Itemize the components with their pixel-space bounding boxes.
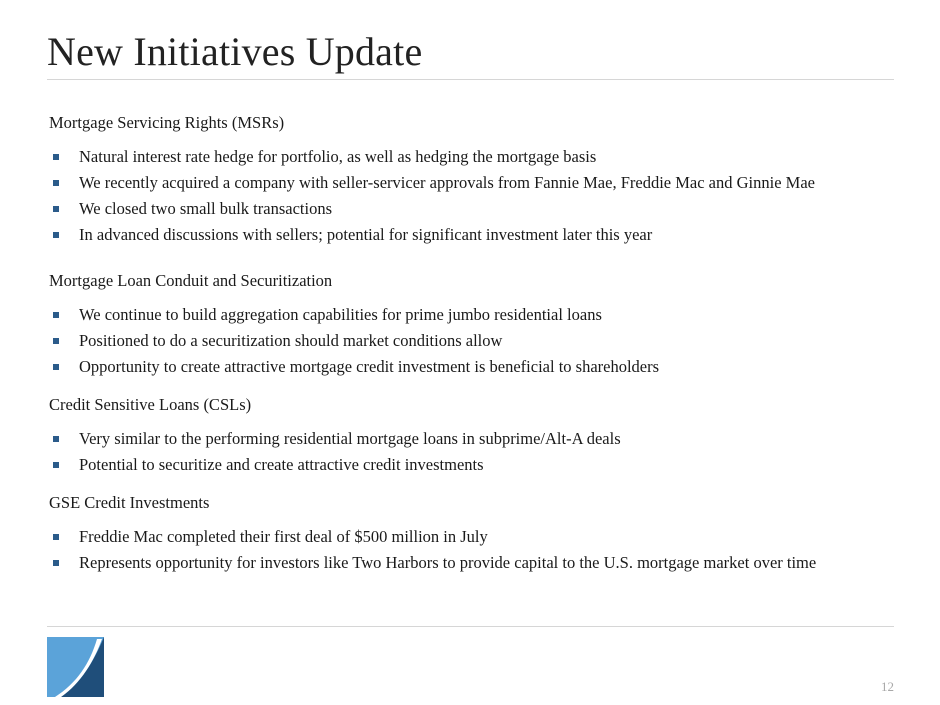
bullet-text: Natural interest rate hedge for portfolio, as well as hedging the mortgage basis [79, 147, 597, 166]
bullet-item [49, 328, 899, 354]
bullet-item [49, 524, 899, 550]
section-heading: Mortgage Loan Conduit and Securitization [49, 271, 333, 290]
bullet-text: We closed two small bulk transactions [79, 199, 332, 218]
bullet-text: Positioned to do a securitization should market conditions allow [79, 331, 503, 350]
square-bullet-icon [53, 436, 59, 442]
section-heading: GSE Credit Investments [49, 493, 210, 512]
bullet-item [49, 302, 899, 328]
square-bullet-icon [53, 232, 59, 238]
section-heading: Mortgage Servicing Rights (MSRs) [49, 113, 285, 132]
bullet-text: Freddie Mac completed their first deal of $500 million in July [79, 527, 488, 546]
slide-body [49, 111, 899, 576]
company-logo [47, 637, 104, 697]
square-bullet-icon [53, 180, 59, 186]
bullet-text: Opportunity to create attractive mortgage credit investment is beneficial to shareholders [79, 357, 660, 376]
page-number: 12 [881, 679, 894, 694]
bullet-text: Potential to securitize and create attractive credit investments [79, 455, 484, 474]
footer-divider [47, 626, 894, 627]
bullet-item [49, 196, 899, 222]
square-bullet-icon [53, 154, 59, 160]
bullet-text: We recently acquired a company with seller-servicer approvals from Fannie Mae, Freddie Mac and Ginnie Mae [79, 173, 815, 192]
bullet-item [49, 426, 899, 452]
section-csls [49, 393, 899, 478]
title-divider [47, 79, 894, 80]
bullet-list [49, 144, 899, 248]
bullet-list [49, 302, 899, 380]
square-bullet-icon [53, 312, 59, 318]
bullet-text: Represents opportunity for investors like Two Harbors to provide capital to the U.S. mortgage market over time [79, 553, 817, 572]
bullet-item [49, 170, 899, 196]
square-bullet-icon [53, 206, 59, 212]
square-bullet-icon [53, 462, 59, 468]
bullet-text: Very similar to the performing residential mortgage loans in subprime/Alt-A deals [79, 429, 621, 448]
bullet-text: In advanced discussions with sellers; potential for significant investment later this year [79, 225, 653, 244]
section-gse [49, 491, 899, 576]
square-bullet-icon [53, 534, 59, 540]
bullet-item [49, 354, 899, 380]
bullet-item [49, 222, 899, 248]
square-bullet-icon [53, 560, 59, 566]
section-conduit [49, 269, 899, 380]
square-bullet-icon [53, 364, 59, 370]
section-msrs [49, 111, 899, 248]
bullet-item [49, 144, 899, 170]
slide-title: New Initiatives Update [47, 29, 423, 74]
bullet-list [49, 524, 899, 576]
section-heading: Credit Sensitive Loans (CSLs) [49, 395, 252, 414]
bullet-list [49, 426, 899, 478]
bullet-text: We continue to build aggregation capabilities for prime jumbo residential loans [79, 305, 602, 324]
bullet-item [49, 452, 899, 478]
square-bullet-icon [53, 338, 59, 344]
bullet-item [49, 550, 899, 576]
